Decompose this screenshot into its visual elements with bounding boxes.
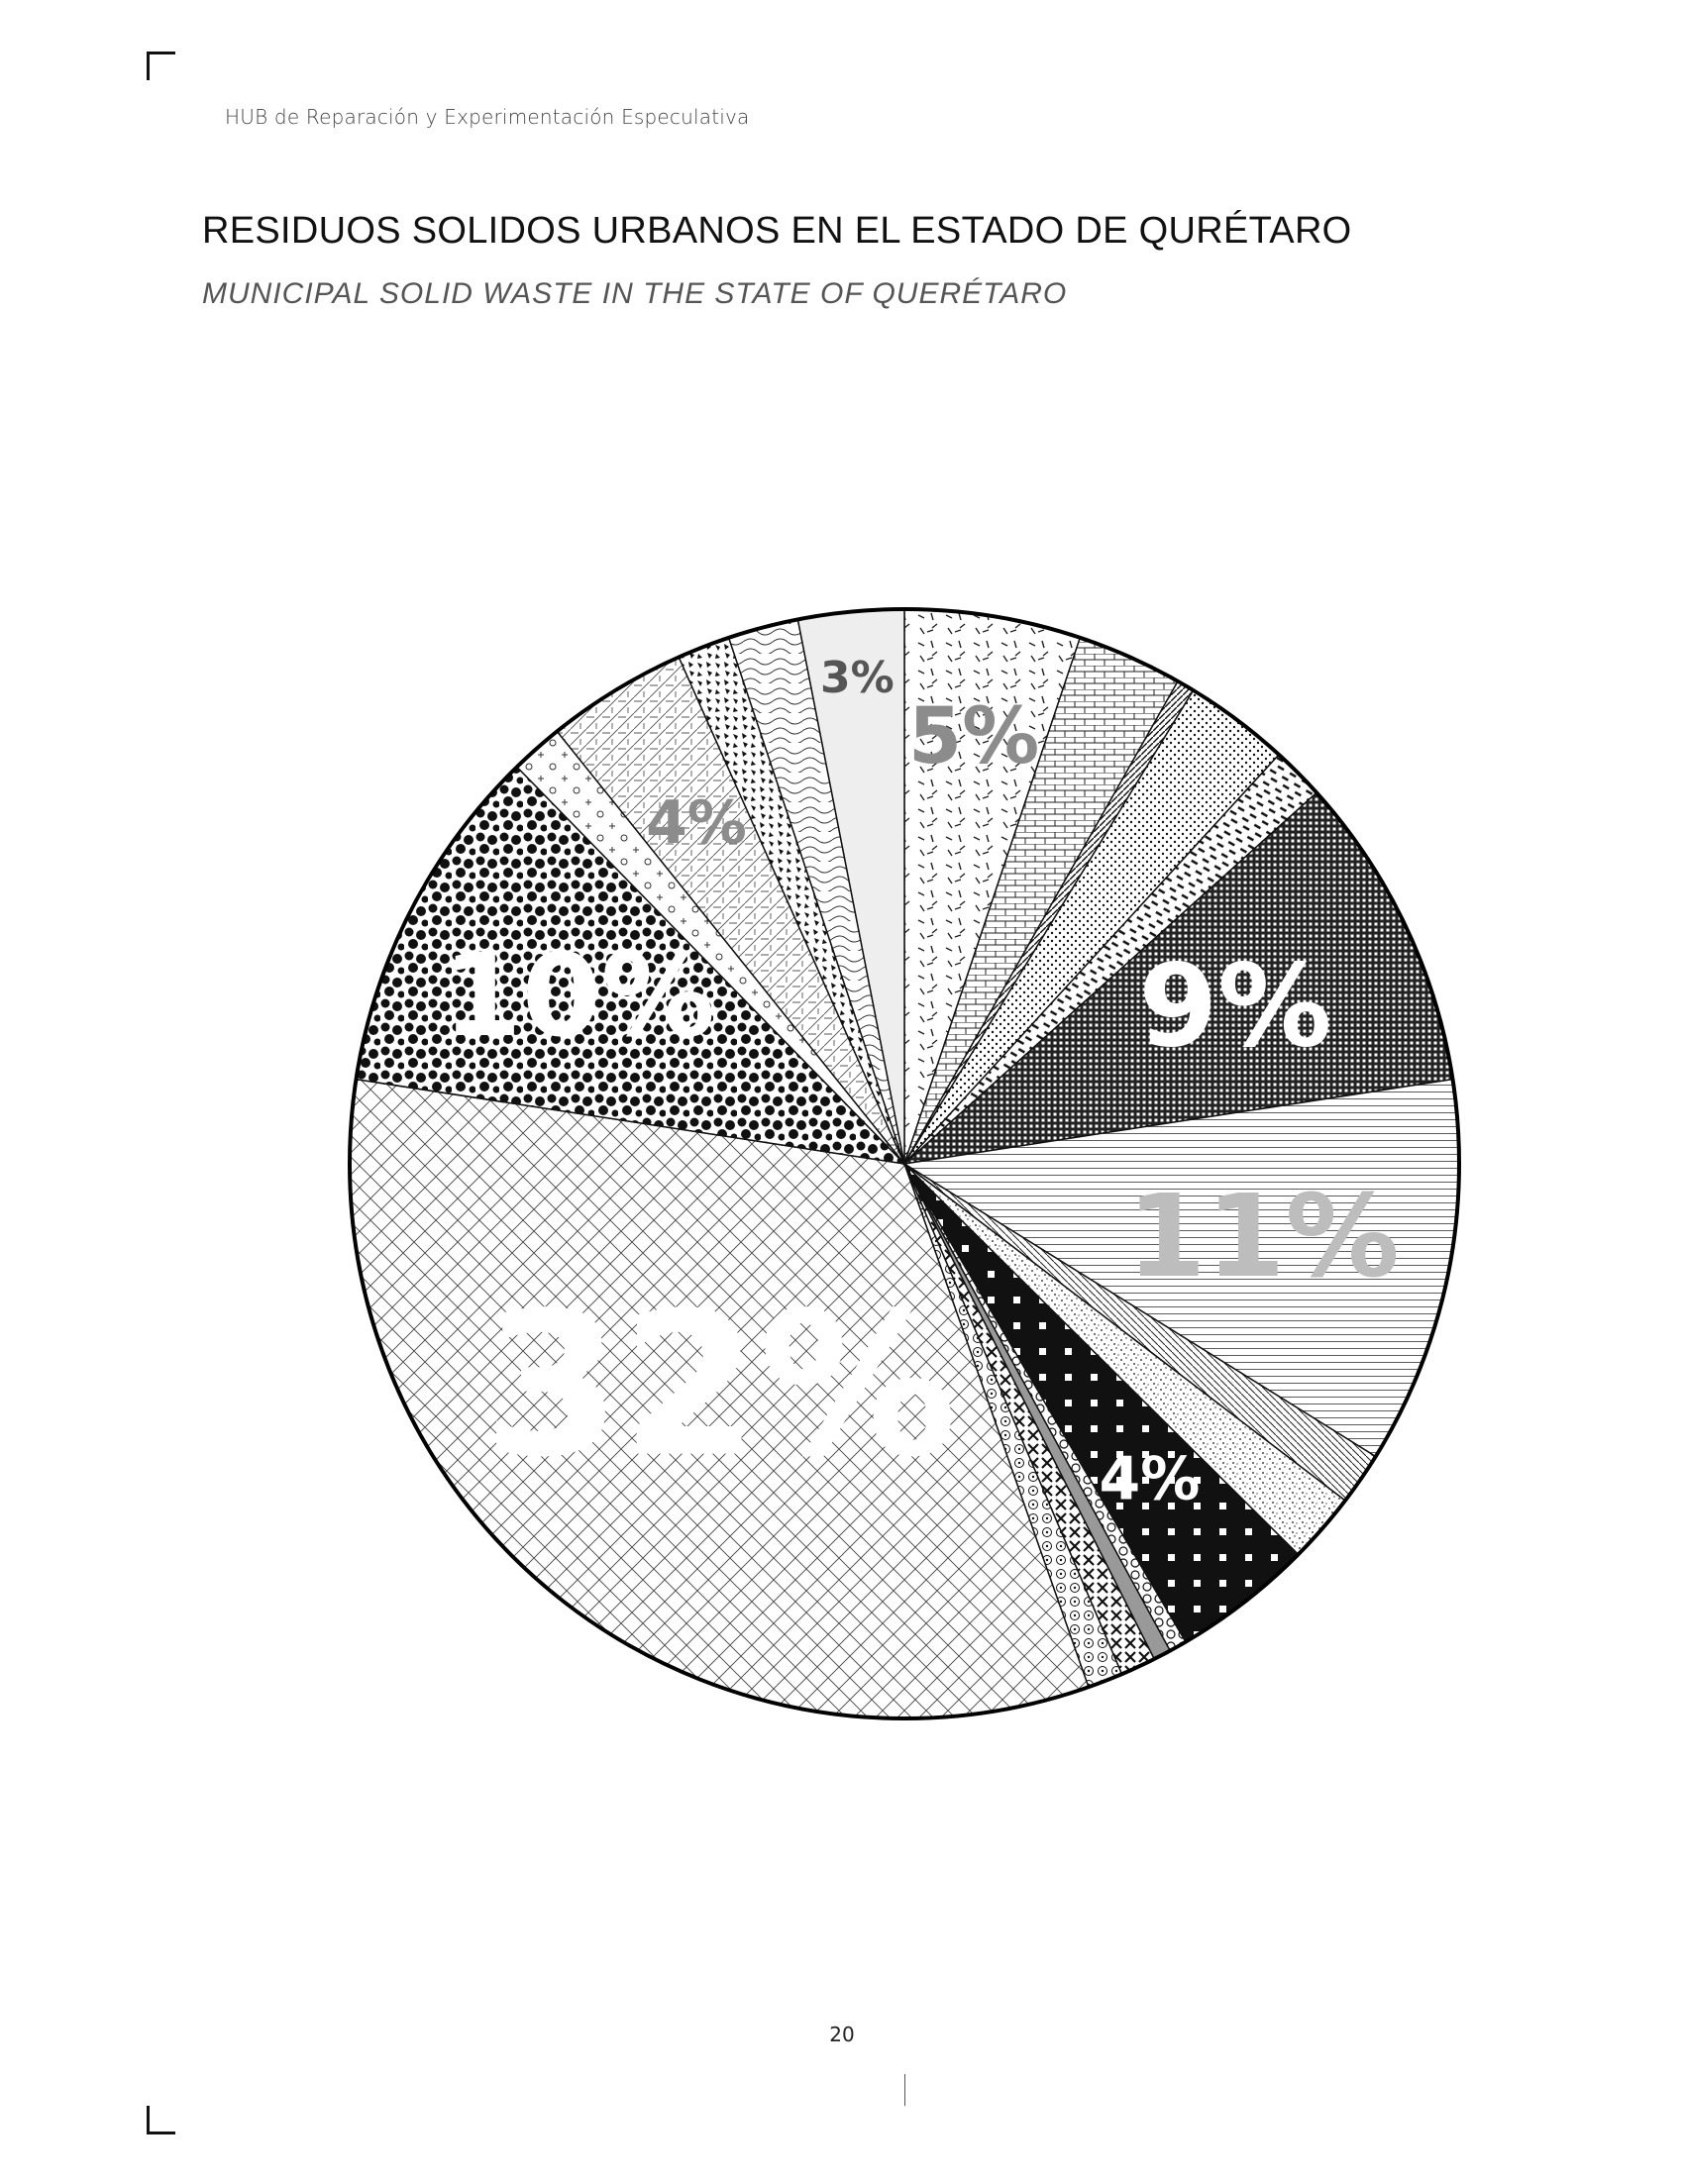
slice-label-0: 5% (907, 691, 1040, 781)
slice-label-6: 11% (1126, 1170, 1400, 1303)
chart-title: RESIDUOS SOLIDOS URBANOS EN EL ESTADO DE QURÉTARO (202, 210, 1352, 252)
slice-label-14: 32% (482, 1270, 958, 1502)
slice-label-5: 9% (1138, 940, 1332, 1074)
slice-label-9: 4% (1099, 1444, 1201, 1514)
running-header: HUB de Reparación y Experimentación Especulativa (225, 105, 750, 129)
page-number: 20 (829, 2023, 855, 2046)
slice-label-20: 3% (820, 653, 895, 703)
slice-label-15: 10% (442, 929, 716, 1063)
chart-subtitle: MUNICIPAL SOLID WASTE IN THE STATE OF QUERÉTARO (202, 277, 1068, 310)
pie-slices (350, 609, 1459, 1718)
page-rule (904, 2074, 905, 2106)
slice-label-17: 4% (646, 787, 747, 858)
